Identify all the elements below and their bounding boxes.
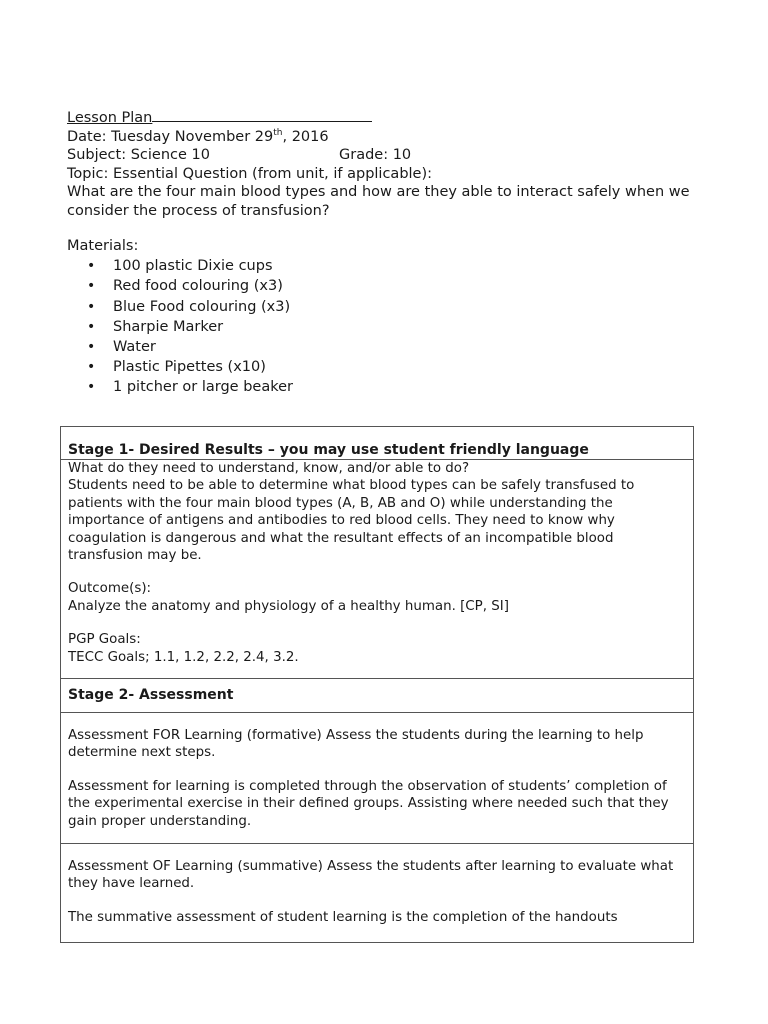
materials-item [67,297,293,317]
stage2-heading: Stage 2- Assessment [68,686,234,703]
stage1-prompt: What do they need to understand, know, and/or able to do? [68,461,470,476]
bullet-icon: • [87,339,96,356]
assessment-for-title: Assessment FOR Learning (formative) Assess the students during the learning to help determine next steps. [68,728,644,761]
assessment-for-body: Assessment for learning is completed through the observation of students’ completion of the experimental exercise in their defined groups. Assisting where needed such that they gain proper understanding. [68,778,669,829]
materials-item-text: 1 pitcher or large beaker [113,379,293,396]
subject-text: Subject: Science 10 [67,147,210,163]
title-row [67,109,707,128]
bullet-icon: • [87,318,96,335]
assessment-of-cell [61,844,694,943]
essential-question: What are the four main blood types and how are they able to interact safely when we consider the process of transfusion? [67,184,690,219]
materials-item-text: Plastic Pipettes (x10) [113,359,266,376]
lesson-plan-title: Lesson Plan [67,110,153,126]
materials-item [67,357,293,377]
materials-item-text: 100 plastic Dixie cups [113,258,273,275]
date-line [67,128,707,147]
materials-item [67,276,293,296]
title-underline [152,121,372,122]
materials-item-text: Red food colouring (x3) [113,278,283,295]
spacer [68,893,686,909]
stage1-heading-cell [61,427,694,460]
spacer [68,615,686,631]
spacer [68,564,686,580]
date-year: , 2016 [282,128,329,145]
materials-item [67,317,293,337]
subject-grade-line [67,146,707,165]
materials-item-text: Blue Food colouring (x3) [113,298,291,315]
pgp-goals-label: PGP Goals: [68,632,141,648]
stage2-heading-cell [61,679,694,713]
bullet-icon: • [87,258,96,275]
stage1-body: Students need to be able to determine what blood types can be safely transfused to patients with the four main blood types (A, B, AB and O) while understanding the importance of antigens and antibodies to red blood cells. They need to know why coagulation is dangerous and what the resultant effects of an incompatible blood transfusion may be. [68,478,635,564]
outcomes-label: Outcome(s): [68,581,152,597]
bullet-icon: • [87,298,96,315]
materials-label: Materials: [67,238,139,254]
topic-line: Topic: Essential Question (from unit, if applicable): [67,165,433,182]
materials-section [67,236,293,398]
bullet-icon: • [87,379,96,396]
assessment-of-title: Assessment OF Learning (summative) Assess the students after learning to evaluate what they have learned. [68,859,674,892]
materials-list [67,256,293,397]
bullet-icon: • [87,359,96,376]
stage1-heading: Stage 1- Desired Results – you may use student friendly language [68,442,589,458]
materials-item-text: Water [113,339,156,356]
stages-table [60,426,694,943]
lesson-header [67,109,707,220]
assessment-for-cell [61,713,694,844]
outcomes-text: Analyze the anatomy and physiology of a healthy human. [CP, SI] [68,598,509,614]
materials-item-text: Sharpie Marker [113,318,224,335]
grade-text: Grade: 10 [339,147,412,163]
spacer [68,762,686,778]
bullet-icon: • [87,278,96,295]
materials-item [67,256,293,276]
assessment-of-body: The summative assessment of student learning is the completion of the handouts [68,909,618,925]
tecc-goals-text: TECC Goals; 1.1, 1.2, 2.2, 2.4, 3.2. [68,649,299,665]
materials-item [67,337,293,357]
stage1-body-cell [61,460,694,679]
date-text: Date: Tuesday November 29 [67,128,274,145]
materials-item [67,377,293,397]
date-ordinal: th [273,127,283,138]
